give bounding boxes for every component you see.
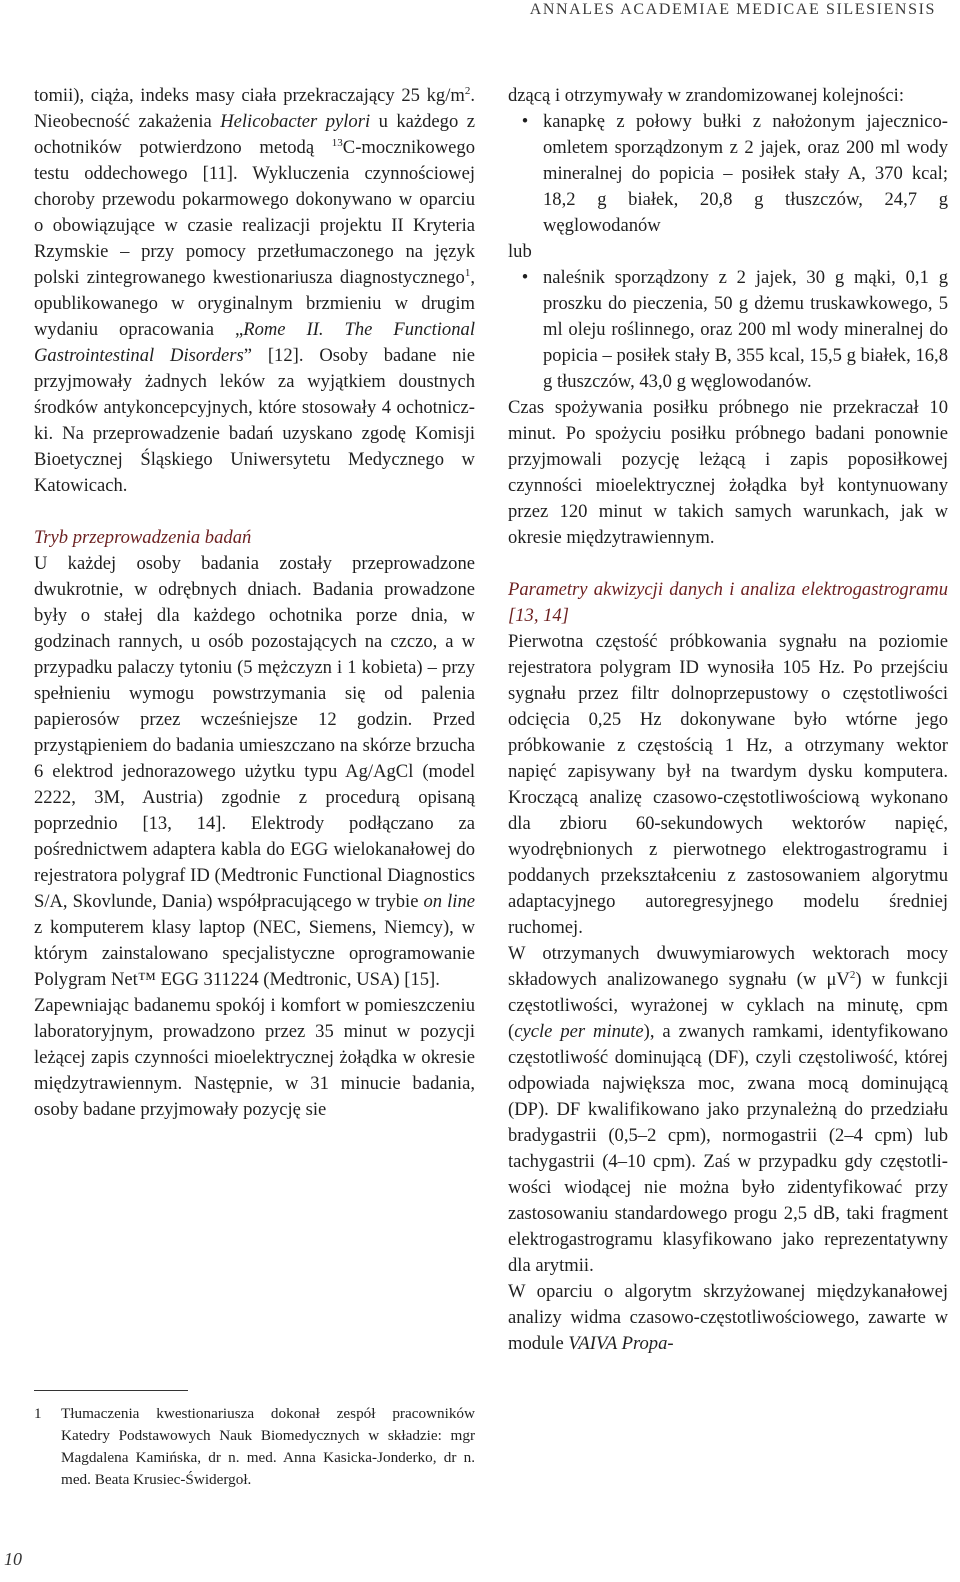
- text-run: . Nieobecność zakażenia: [34, 85, 475, 132]
- text-run: U każdej osoby badania zostały przeprowadzone dwukrotnie, w odrębnych dniach. Badania prowadzone były o stałej dla każdego ochotnika porze dnia, w godzinach rannych, u osób pozostających na czczo, a w przypadku palaczy tytoniu (5 mężczyzn i 1 kobieta) – przy spełnieniu wymogu powstrzymania się od palenia papierosów przez wcześniejsze 12 godzin. Przed przystąpieniem do badania umieszczano na skórze brzucha 6 elektrod jednorazowego użytku typu Ag/AgCl (model 2222, 3M, Austria) zgodnie z procedurą opisaną poprzednio [13, 14]. Elektrody podłączano za pośrednictwem adaptera kabla do EGG wielokanałowej do rejestratora polygraf ID (Medtronic Functional Diagnostics S/A, Skovlunde, Dania) współpracującego w trybie: [34, 553, 475, 912]
- footnote: [34, 1403, 475, 1491]
- journal-title: ANNALES ACADEMIAE MEDICAE SILESIENSIS: [529, 1, 936, 18]
- text-run: W oparciu o algorytm skrzyżowanej międzykanałowej analizy widma czasowo-częstotliwościowego, zawarte w module: [508, 1281, 948, 1354]
- italic-text: Rome II. The Functional Gastrointestinal Disorders: [34, 319, 475, 366]
- footnote-number: 1: [34, 1405, 42, 1422]
- italic-text: Helicobacter pylori: [220, 111, 371, 132]
- left-column: [34, 83, 475, 1123]
- list-item: [508, 265, 948, 395]
- footnote-text: Tłumaczenia kwestionariusza dokonał zespół pracowników Katedry Podstawowych Nauk Biomedycznych w składzie: mgr Magdalena Kamińska, dr n. med. Anna Kasicka-Jonderko, dr n. med. Beata Krusiec-Świdergoł.: [61, 1405, 475, 1488]
- text-run: C-mocznikowego testu oddechowego [11]. Wykluczenia czynnościowej choroby przewodu pokarmowego dokonywano w oparciu o obowiązujące w czasie realizacji projektu II Kryteria Rzymskie – przy pomocy przetłumaczonego na język polski zintegrowanego kwestionariusza diagnostycznego: [34, 137, 475, 288]
- paragraph-meal-time: Czas spożywania posiłku próbnego nie przekraczał 10 minut. Po spożyciu posiłku próbnego badani ponownie przyjmowali pozycję leżącą i zapis poposiłkowej czynności mioelektrycznej żołądka był kontynuowany przez 120 minut w takich samych warunkach, jak w okresie międzytrawiennym.: [508, 397, 948, 548]
- paragraph-meal-intro: dzącą i otrzymywały w zrandomizowanej kolejności:: [508, 85, 905, 106]
- or-label: lub: [508, 241, 532, 262]
- text-run: ), a zwanych ramkami, identyfikowano częstotliwość dominującą (DF), czyli częstoliwość, której odpowiada największa moc, zwana mocą dominującą (DP). DF kwalifikowano jako przynależną do przedziału bradygastrii (0,5–2 cpm), normogastrii (2–4 cpm) lub tachygastrii (4–10 cpm). Zaś w przypadku gdy częstotliwości wiodącej nie można było zidentyfikować przy zastosowaniu standardowego progu 2,5 dB, taki fragment elektrogastrogramu klasyfikowano jako reprezentatywny dla arytmii.: [508, 1021, 949, 1276]
- right-column: [508, 83, 948, 1357]
- text-run: ” [12]. Osoby badane nie przyjmowały żadnych leków za wyjątkiem doustnych środków antykoncepcyjnych, które stosowały 4 ochotniczki. Na przeprowadzenie badań uzyskano zgodę Komisji Bioetycznej Śląskiego Uniwersytetu Medycznego w Katowicach.: [34, 345, 475, 496]
- italic-text: on line: [423, 891, 475, 912]
- text-run: ) w funkcji częstotliwości, wyrażonej w cyklach na minutę, cpm (: [508, 969, 949, 1042]
- footnote-ref: 1: [464, 267, 471, 279]
- paragraph-procedure: [34, 551, 475, 993]
- text-run: z komputerem klasy laptop (NEC, Siemens, Niemcy), w którym zainstalowano specjalistyczne oprogramowanie Polygram Net™ EGG 311224 (Medtronic, USA) [15].: [34, 917, 475, 990]
- meal-list: [508, 109, 948, 239]
- list-item-text: naleśnik sporządzony z 2 jajek, 30 g mąki, 0,1 g proszku do pieczenia, 50 g dżemu truskawkowego, 5 ml oleju roślinnego, oraz 200 ml wody mineralnej do popicia – posiłek stały B, 355 kcal, 15,5 g białek, 16,8 g tłuszczów, 43,0 g węglowodanów.: [543, 267, 948, 392]
- list-item-text: kanapkę z połowy bułki z nałożonym jajecznico-omletem sporządzonym z 2 jajek, oraz 200 ml wody mineralnej do popicia – posiłek stały A, 370 kcal; 18,2 g białek, 20,8 g tłuszczów, 24,7 g węglowodanów: [543, 111, 948, 236]
- paragraph-sampling: Pierwotna częstość próbkowania sygnału na poziomie rejestratora polygram ID wynosiła 105 Hz. Po przejściu sygnału przez filtr dolnoprzepustowy o częstotliwości odcięcia 0,25 Hz dokonywane było wtórne jego próbkowanie z częstością 1 Hz, a otrzymany wektor napięć zapisywany był na twardym dysku komputera. Kroczącą analizę czasowo-częstotliwościową wykonano dla zbioru 60-sekundowych wektorów napięć, wyodrębnionych z pierwotnego elektrogastrogramu i poddanych przekształceniu z zastosowaniem algorytmu adaptacyjnego autoregresyjnego modelu średniej ruchomej.: [508, 631, 948, 938]
- superscript: 2: [849, 969, 856, 981]
- section-heading-acquisition: Parametry akwizycji danych i analiza elektrogastrogramu [13, 14]: [508, 579, 948, 626]
- superscript: 2: [464, 85, 471, 97]
- paragraph-dominant-frequency: [508, 941, 948, 1279]
- bullet-icon: •: [521, 111, 529, 132]
- section-heading-procedure: Tryb przeprowadzenia badań: [34, 527, 252, 548]
- italic-text: cycle per minute: [514, 1021, 644, 1042]
- page-number: 10: [4, 1549, 22, 1569]
- paragraph-recording: Zapewniając badanemu spokój i komfort w pomieszczeniu laboratoryjnym, prowadzono przez 35 minut w pozycji leżącej zapis czynności mioelektrycznej żołądka w okresie międzytrawiennym. Następnie, w 31 minucie badania, osoby badane przyjmowały pozycję sie: [34, 995, 475, 1120]
- footnote-divider: [34, 1390, 188, 1391]
- meal-list: [508, 265, 948, 395]
- text-run: tomii), ciąża, indeks masy ciała przekraczający 25 kg/m: [34, 85, 465, 106]
- list-item: [508, 109, 948, 239]
- paragraph-participants: [34, 83, 475, 499]
- superscript: 13: [331, 137, 343, 149]
- paragraph-cross-analysis: [508, 1279, 948, 1357]
- text-run: u każdego z ochotników potwierdzono metodą: [34, 111, 475, 158]
- bullet-icon: •: [521, 267, 529, 288]
- text-run: , opublikowanego w oryginalnym brzmieniu w drugim wydaniu opracowania „: [34, 267, 475, 340]
- text-run: W otrzymanych dwuwymiarowych wektorach mocy składowych analizowanego sygnału (w μV: [508, 943, 948, 990]
- italic-text: VAIVA Propa-: [568, 1333, 674, 1354]
